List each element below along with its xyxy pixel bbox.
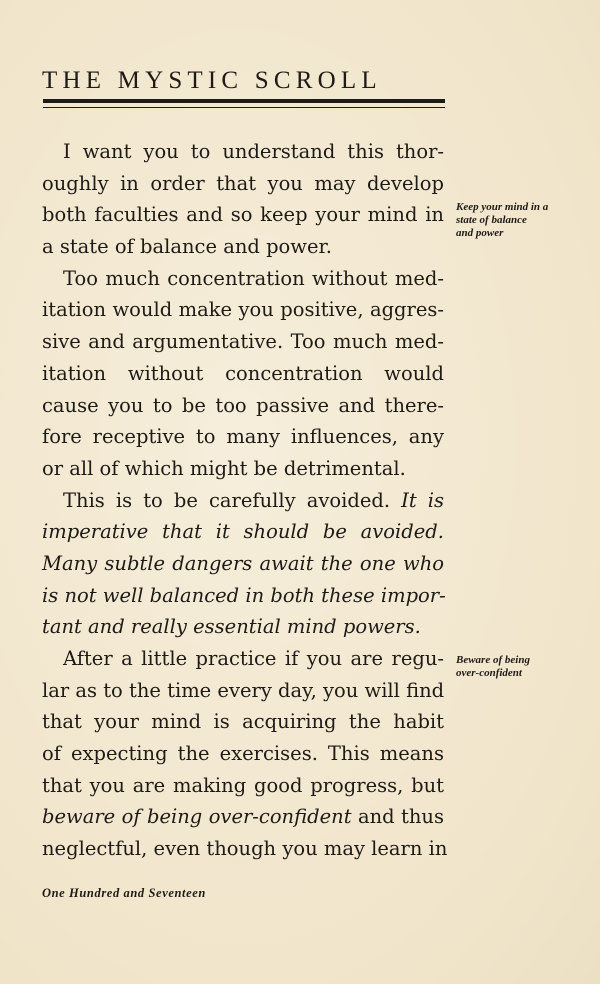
- text-segment: fore receptive to many influences, any: [42, 425, 444, 449]
- text-segment: a state of balance and power.: [42, 235, 332, 259]
- text-segment: Too much concentration without med-: [63, 266, 444, 290]
- text-line: [42, 390, 444, 422]
- text-segment: cause you to be too passive and there-: [42, 393, 444, 417]
- text-line: [42, 611, 444, 643]
- text-segment: neglectful, even though you may learn in: [42, 837, 448, 861]
- text-segment: or all of which might be detrimental.: [42, 456, 406, 480]
- margin-note-line: Keep your mind in a: [456, 201, 549, 213]
- text-line: [42, 548, 444, 580]
- text-segment: After a little practice if you are regu-: [63, 647, 444, 670]
- text-segment: that you are making good progress, but: [42, 773, 444, 797]
- text-segment: oughly in order that you may develop: [42, 171, 444, 195]
- text-segment: I want you to understand this thor-: [63, 140, 444, 163]
- italic-text: beware of being over-confident: [42, 805, 352, 829]
- text-line: [42, 421, 444, 453]
- margin-note-line: and power: [456, 227, 504, 239]
- text-segment: both faculties and so keep your mind in: [42, 203, 444, 227]
- text-line: [42, 358, 444, 390]
- text-segment: and thus: [351, 805, 444, 829]
- text-line: [42, 136, 444, 168]
- italic-text: Many subtle dangers await the one who: [42, 551, 444, 575]
- text-line: [42, 580, 444, 612]
- text-line: [42, 738, 444, 770]
- italic-text: It is: [401, 488, 445, 512]
- header-rule-thin: [43, 107, 445, 108]
- margin-note-over-confident: [456, 654, 530, 680]
- margin-note-line: Beware of being: [456, 654, 530, 666]
- body-text: [42, 136, 448, 865]
- text-line: [42, 199, 444, 231]
- text-segment: This is to be carefully avoided.: [63, 488, 402, 512]
- text-segment: that your mind is acquiring the habit: [42, 710, 444, 734]
- text-line: [42, 294, 444, 326]
- text-line: [42, 801, 444, 833]
- running-head: THE MYSTIC SCROLL: [42, 67, 382, 94]
- text-line: [42, 706, 444, 738]
- text-line: [42, 485, 444, 517]
- italic-text: imperative that it should be avoided.: [42, 520, 444, 544]
- text-line: [42, 453, 444, 485]
- text-line: [42, 168, 444, 200]
- text-line: [42, 263, 444, 295]
- margin-note-line: state of balance: [456, 214, 527, 226]
- text-segment: of expecting the exercises. This means: [42, 742, 444, 766]
- italic-text: is not well balanced in both these impor-: [42, 583, 446, 607]
- margin-note-line: over-confident: [456, 667, 522, 679]
- text-line: [42, 231, 444, 263]
- text-line: [42, 516, 444, 548]
- page-number-footer: One Hundred and Seventeen: [42, 886, 206, 900]
- text-line: [42, 643, 444, 675]
- header-rule-thick: [43, 99, 445, 103]
- text-segment: sive and argumentative. Too much med-: [42, 330, 444, 354]
- text-line: [42, 326, 444, 358]
- text-segment: lar as to the time every day, you will find: [42, 678, 445, 702]
- text-line: [42, 675, 444, 707]
- text-segment: itation without concentration would: [42, 361, 444, 385]
- italic-text: tant and really essential mind powers.: [42, 615, 421, 639]
- text-line: [42, 833, 448, 865]
- margin-note-balance: [456, 201, 548, 240]
- text-segment: itation would make you positive, aggres-: [42, 298, 444, 322]
- text-line: [42, 770, 444, 802]
